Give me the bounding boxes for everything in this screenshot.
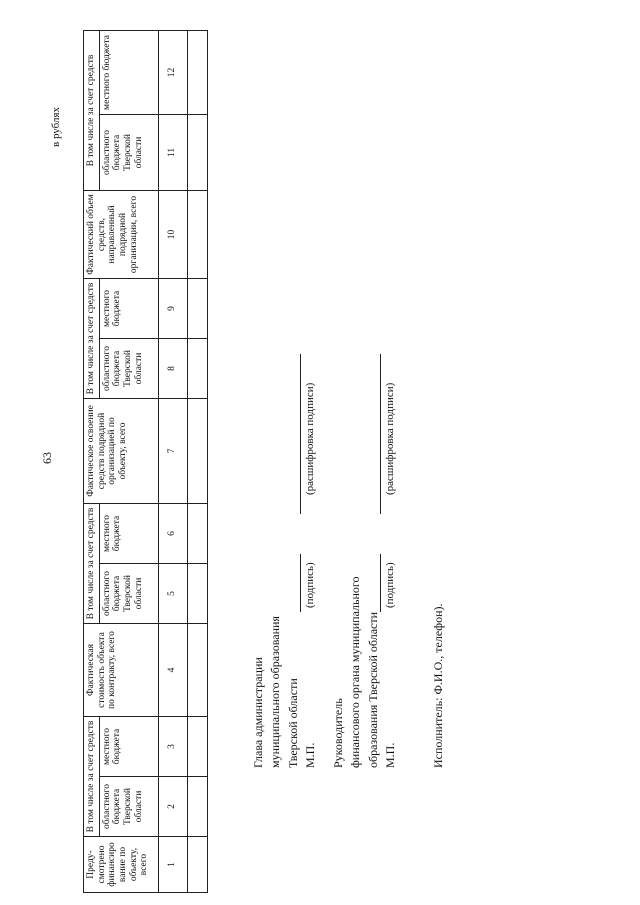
units-note: в рублях xyxy=(50,106,62,147)
signer-title-line: муниципального образования xyxy=(268,616,283,768)
header-group-planned: В том числе за счет средств xyxy=(84,717,100,837)
header-planned-financing: Преду-смотрено финансиро вание по объекту, всего xyxy=(84,837,159,893)
header-actual-transferred: Фактический объем средств, направленный подрядной организации, всего xyxy=(84,191,159,279)
header-local-budget: местного бюджета xyxy=(99,504,158,564)
column-number: 12 xyxy=(158,31,187,115)
header-actual-development: Фактическое освоение средств подрядной организацией по объекту, всего xyxy=(84,399,159,504)
column-number: 3 xyxy=(158,717,187,777)
header-group-development: В том числе за счет средств xyxy=(84,279,100,399)
head-transcript-line xyxy=(300,354,301,514)
column-number: 4 xyxy=(158,624,187,717)
executor-line: Исполнитель: Ф.И.О., телефон). xyxy=(431,603,445,768)
column-number: 8 xyxy=(158,339,187,399)
header-group-transferred: В том числе за счет средств xyxy=(84,31,100,191)
header-row-top xyxy=(84,31,100,893)
finance-signature-caption: (подпись) xyxy=(384,562,396,608)
header-local-budget: местного бюджета xyxy=(99,717,158,777)
column-number: 10 xyxy=(158,191,187,279)
header-regional-budget: областного бюджета Тверской области xyxy=(99,115,158,191)
column-number: 2 xyxy=(158,777,187,837)
funding-report-table xyxy=(83,30,208,893)
column-number: 5 xyxy=(158,564,187,624)
head-signature-line xyxy=(300,554,301,612)
signer-title-line: образования Тверской области xyxy=(365,611,380,768)
signer-title-line: Руководитель xyxy=(331,698,345,768)
head-signature-caption: (подпись) xyxy=(304,562,316,608)
head-of-administration-block xyxy=(250,616,320,768)
column-number: 9 xyxy=(158,279,187,339)
header-local-budget: местного бюджета xyxy=(99,31,158,115)
signer-title-line: Тверской области xyxy=(285,678,300,768)
column-number: 1 xyxy=(158,837,187,893)
stamp-place-label: М.П. xyxy=(303,742,318,768)
header-local-budget: местного бюджета xyxy=(99,279,158,339)
header-regional-budget: областного бюджета Тверской области xyxy=(99,339,158,399)
header-contract-cost: Фактическая стоимость объекта по контракту, всего xyxy=(84,624,159,717)
column-number: 7 xyxy=(158,399,187,504)
stamp-place-label: М.П. xyxy=(383,742,398,768)
column-numbers-row xyxy=(158,31,187,893)
column-number: 6 xyxy=(158,504,187,564)
empty-data-row xyxy=(187,31,207,893)
finance-signature-line xyxy=(380,554,381,612)
header-group-contract: В том числе за счет средств xyxy=(84,504,100,624)
page-number: 63 xyxy=(40,452,54,464)
header-regional-budget: областного бюджета Тверской области xyxy=(99,777,158,837)
finance-transcript-line xyxy=(380,354,381,514)
head-transcript-caption: (расшифровка подписи) xyxy=(304,382,316,495)
finance-transcript-caption: (расшифровка подписи) xyxy=(384,382,396,495)
column-number: 11 xyxy=(158,115,187,191)
signer-title-line: финансового органа муниципального xyxy=(348,576,363,768)
signer-title-line: Глава администрации xyxy=(251,657,265,768)
header-regional-budget: областного бюджета Тверской области xyxy=(99,564,158,624)
